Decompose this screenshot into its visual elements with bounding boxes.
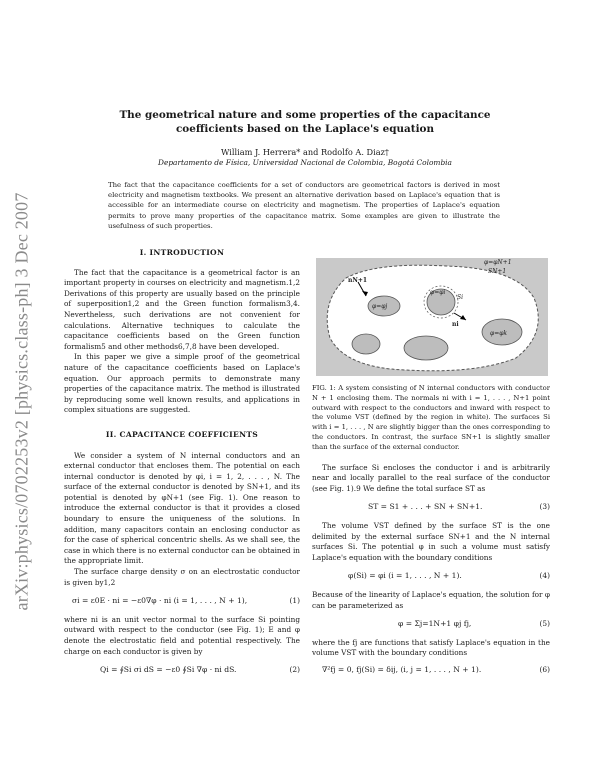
label-normal-i: ni (452, 321, 459, 328)
figure-1-caption: FIG. 1: A system consisting of N internal conductors with conductor N + 1 enclosing them. The normals ni with i = 1, . . . , N+1 point outward with respect to the conductors and inward with respect to the volume VST (defined by the region in white). The surfaces Si with i = 1, . . . , N are slightly bigger than the ones corresponding to the conductors. In contrast, the surface SN+1 is slightly smaller than the surface of the external conductor. (312, 384, 550, 451)
equation-2 (100, 665, 300, 676)
equation-4-body: φ(Si) = φi (i = 1, . . . , N + 1). (348, 571, 462, 581)
label-phi-j: φ=φj (372, 303, 388, 310)
label-phi-i: φ=φi (430, 289, 446, 296)
right-column (312, 384, 550, 675)
equation-5-body: φ = Σj=1N+1 φj fj, (398, 619, 472, 629)
equation-3-number: (3) (539, 502, 550, 512)
capacitance-paragraph-2: The surface charge density σ on an electrostatic conductor is given by1,2 (64, 567, 300, 587)
equation-3-body: ST = S1 + . . . + SN + SN+1. (368, 502, 483, 512)
equation-2-body: Qi = ∮Si σi dS = −ε0 ∮Si ∇φ · ni dS. (100, 665, 237, 675)
section-heading-capacitance: II. CAPACITANCE COEFFICIENTS (105, 429, 259, 439)
conductor-extra-2 (352, 334, 380, 354)
section-heading-introduction: I. INTRODUCTION (139, 248, 225, 257)
label-phi-k: φ=φk (490, 330, 508, 337)
equation-6 (322, 665, 550, 676)
equation-1 (72, 596, 300, 607)
equation-1-number: (1) (289, 596, 300, 606)
affiliation: Departamento de Física, Universidad Nacional de Colombia, Bogotá Colombia (158, 158, 452, 167)
right-paragraph-1: The surface Si encloses the conductor i and is arbitrarily near and locally parallel to the real surface of the conductor (see Fig. 1).9 We define the total surface ST as (312, 462, 550, 493)
equation-4 (348, 571, 550, 582)
figure-1 (316, 258, 548, 376)
figure-1-diagram (316, 258, 548, 376)
capacitance-paragraph-3: where ni is an unit vector normal to the surface Si pointing outward with respect to the conductor (see Fig. 1); E and φ denote the electrostatic field and potential respectively. The charge on each conductor is given by (64, 614, 300, 656)
equation-6-number: (6) (539, 664, 550, 674)
conductor-extra-1 (404, 336, 448, 360)
equation-5 (398, 619, 550, 630)
label-outer-surface: SN+1 (488, 268, 507, 275)
equation-3 (368, 502, 550, 513)
right-paragraph-3: Because of the linearity of Laplace's equation, the solution for φ can be parameterized as (312, 589, 550, 610)
label-surface-i: Si (457, 294, 464, 301)
equation-1-body: σi = ε0E · ni = −ε0∇φ · ni (i = 1, . . . , N + 1), (72, 596, 248, 606)
left-column (64, 248, 300, 676)
label-normal-outer: nN+1 (348, 277, 368, 284)
capacitance-paragraph-1: We consider a system of N internal conductors and an external conductor that encloses them. The potential on each internal conductor is denoted by φi, i = 1, 2, . . . , N. The surface of the external conductor is denoted by SN+1, and its potential is denoted by φN+1 (see Fig. 1). One reason to introduce the external conductor is that it provides a closed boundary to ensure the uniqueness of the solutions. In addition, many capacitors contain an enclosing conductor as for the case of spherical concentric shells. As we shall see, the case in which there is no external conductor can be obtained in the appropriate limit. (64, 450, 300, 566)
label-outer-phi: φ=φN+1 (484, 259, 512, 266)
equation-2-number: (2) (289, 665, 300, 675)
equation-6-body: ∇²fj = 0, fj(Si) = δij, (i, j = 1, . . . , N + 1). (322, 664, 482, 674)
right-paragraph-2: The volume VST defined by the surface ST is the one delimited by the external surface SN+1 and the N internal surfaces Si. The potential φ in such a volume must satisfy Laplace's equation with the boundary conditions (312, 520, 550, 562)
abstract: The fact that the capacitance coefficients for a set of conductors are geometrical factors is derived in most electricity and magnetism textbooks. We present an alternative derivation based on Laplace's equation that is accessible for an intermediate course on electricity and magnetism. The properties of Laplace's equation permits to prove many properties of the capacitance matrix. Some examples are given to illustrate the usefulness of such properties. (108, 181, 500, 230)
equation-5-number: (5) (539, 619, 550, 629)
right-paragraph-4: where the fj are functions that satisfy Laplace's equation in the volume VST with the boundary conditions (312, 637, 550, 658)
intro-paragraph-2: In this paper we give a simple proof of the geometrical nature of the capacitance coefficients based on Laplace's equation. Our approach permits to demonstrate many properties of the capacitance matrix. The method is illustrated by reproducing some well known results, and applications in complex situations are suggested. (64, 352, 300, 415)
arxiv-stamp: arXiv:physics/0702253v2 [physics.class-ph] 3 Dec 2007 (11, 192, 32, 611)
authors: William J. Herrera* and Rodolfo A. Diaz† (220, 147, 390, 157)
paper-title: The geometrical nature and some properties of the capacitance coefficients based on the Laplace's equation (119, 109, 491, 135)
intro-paragraph-1: The fact that the capacitance is a geometrical factor is an important property in courses on electricity and magnetism.1,2 Derivations of this property are usually based on the principle of superposition1,2 and the Green function formalism3,4. Nevertheless, such derivations are not convenient for calculations. Alternative techniques to calculate the capacitance coefficients based on the Green function formalism5 and other methods6,7,8 have been developed. (64, 267, 300, 351)
equation-4-number: (4) (539, 571, 550, 581)
